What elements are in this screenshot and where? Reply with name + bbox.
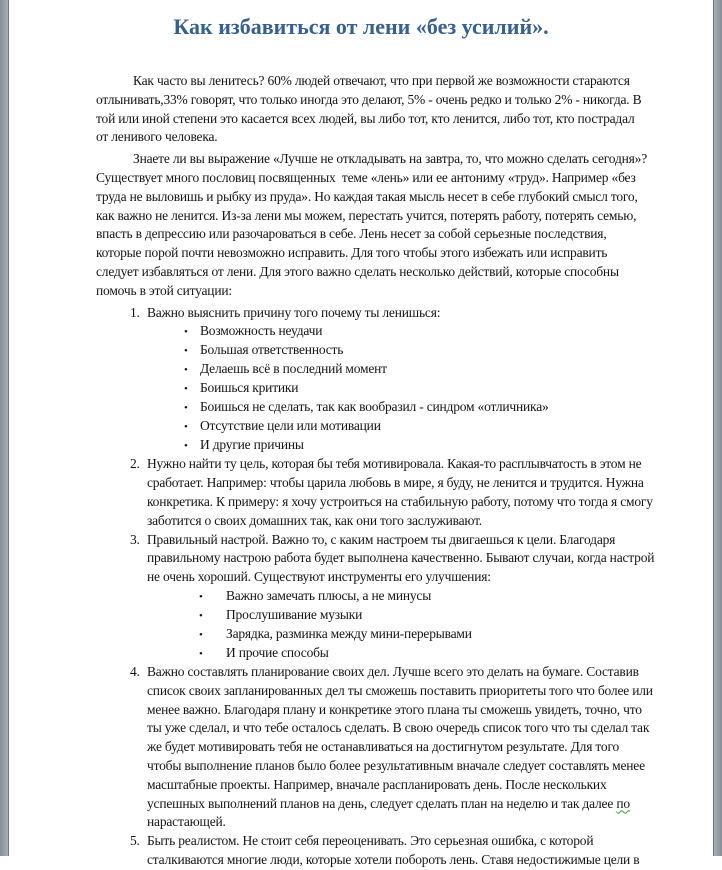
window-edge-right: [713, 0, 722, 856]
bullet-icon: •: [199, 609, 203, 622]
list-item-number: 1.: [130, 304, 140, 320]
text-line: успешных выполнений планов на день, следует сделать план на неделю и так далее по: [147, 795, 630, 811]
numbered-list-item: [96, 304, 673, 323]
text-line: сталкиваются многие люди, которые хотели побороть лень. Ставя недостижимые цели в: [147, 851, 640, 867]
document-title: Как избавиться от лени «без усилий».: [173, 14, 549, 39]
text-line: отлынивать,33% говорят, что только иногда это делают, 5% - очень редко и только 2% - никогда. В: [96, 91, 642, 107]
text-line: Существует много пословиц посвященных теме «лень» или ее антониму «труд». Например «без: [96, 169, 636, 185]
paragraph: [96, 72, 673, 147]
list-item-number: 2.: [130, 456, 140, 472]
bullet-text: Делаешь всё в последний момент: [200, 361, 387, 377]
list-item-text: [147, 832, 673, 870]
bullet-icon: •: [184, 421, 188, 434]
bullet-list-item: [96, 398, 673, 417]
bullet-list-item: [96, 587, 673, 606]
window-edge-left: [0, 0, 9, 856]
bullet-text: Зарядка, разминка между мини-перерывами: [226, 625, 472, 641]
bullet-icon: •: [184, 402, 188, 415]
list-item-text: [147, 455, 673, 530]
text-line: Важно выяснить причину того почему ты ленишься:: [147, 304, 441, 320]
bullet-list-item: [96, 341, 673, 360]
text-line: следует избавляться от лени. Для этого важно сделать несколько действий, которые способны: [96, 263, 619, 279]
text-line: труда не выловишь и рыбку из пруда». Но каждая такая мысль несет в себе глубокий смысл того,: [96, 188, 638, 204]
text-line: ты уже сделал, и что тебе осталось сделать. В свою очередь список того что ты сделал так: [147, 720, 650, 736]
text-line: которые порой почти невозможно исправить. Для того чтобы этого избежать или исправить: [96, 245, 608, 261]
bullet-text: Важно замечать плюсы, а не минусы: [226, 587, 432, 603]
text-line: сработает. Например: чтобы царила любовь в мире, я буду, не ленится и трудится. Нужна: [147, 475, 644, 491]
list-item-number: 3.: [130, 531, 140, 547]
bullet-text: Боишься критики: [200, 380, 299, 396]
text-line: Правильный настрой. Важно то, с каким настроем ты двигаешься к цели. Благодаря: [147, 531, 616, 547]
bullet-text: И прочие способы: [226, 644, 329, 660]
text-line: менее важно. Благодаря плану и конкретике этого плана ты сможешь увидеть, точно, что: [147, 701, 642, 717]
bullet-icon: •: [184, 326, 188, 339]
paragraph: [96, 150, 673, 300]
text-line: список своих запланированных дел ты сможешь поставить приоритеты того что более или: [147, 682, 653, 698]
bullet-list-item: [96, 436, 673, 455]
text-line: чтобы выполнение планов было более результативным вначале следует составлять менее: [147, 757, 645, 773]
text-line: не очень хороший. Существуют инструменты его улучшения:: [147, 569, 491, 585]
bullet-icon: •: [199, 647, 203, 660]
numbered-list-item: [96, 531, 673, 587]
bullet-text: Боишься не сделать, так как вообразил - синдром «отличника»: [200, 399, 549, 415]
text-line: той или иной степени это касается всех людей, вы либо тот, кто ленится, либо тот, кто пострадал: [96, 110, 635, 126]
bullet-list-item: [96, 606, 673, 625]
bullet-icon: •: [184, 440, 188, 453]
bullet-list-item: [96, 379, 673, 398]
bullet-list-item: [96, 417, 673, 436]
text-line: правильному настрою работа будет выполнена качественно. Бывают случаи, когда настрой: [147, 550, 655, 566]
text-line: нарастающей.: [147, 814, 226, 830]
bullet-text: И другие причины: [200, 437, 304, 453]
bullet-list-item: [96, 644, 673, 663]
bullet-icon: •: [184, 364, 188, 377]
numbered-list-item: [96, 663, 673, 832]
text-line: Важно составлять планирование своих дел. Лучше всего это делать на бумаге. Составив: [147, 663, 639, 679]
text-line: Как часто вы ленитесь? 60% людей отвечают, что при первой же возможности стараются: [133, 73, 630, 88]
document-page[interactable]: [9, 0, 713, 867]
text-line: заботится о своих домашних так, как они того заслуживают.: [147, 512, 482, 528]
text-line: впасть в депрессию или разочароваться в себе. Лень несет за собой серьезные последствия,: [96, 226, 607, 242]
text-line: масштабные проекты. Например, вначале распланировать день. После нескольких: [147, 776, 607, 792]
bullet-text: Большая ответственность: [200, 342, 344, 358]
text-line: от ленивого человека.: [96, 129, 218, 145]
list-item-number: 5.: [130, 833, 140, 849]
text-line: помочь в этой ситуации:: [96, 282, 232, 298]
bullet-text: Прослушивание музыки: [226, 606, 363, 622]
bullet-text: Возможность неудачи: [200, 323, 323, 339]
bullet-list-item: [96, 360, 673, 379]
text-line: Быть реалистом. Не стоит себя переоценивать. Это серьезная ошибка, с которой: [147, 833, 594, 849]
bullet-icon: •: [199, 590, 203, 603]
text-line: Знаете ли вы выражение «Лучше не откладывать на завтра, то, что можно сделать сегодня»?: [133, 151, 647, 167]
bullet-list-item: [96, 322, 673, 341]
text-line: как важно не ленится. Из-за лени мы можем, перестать учится, потерять работу, потерять семью,: [96, 207, 637, 223]
bullet-icon: •: [184, 383, 188, 396]
list-item-text: [147, 304, 673, 323]
text-line: конкретика. К примеру: я хочу устроиться на стабильную работу, потому что тогда я смогу: [147, 493, 653, 509]
spellcheck-underline: по: [616, 795, 630, 811]
document-body: [96, 72, 673, 870]
list-item-text: [147, 663, 673, 832]
list-item-number: 4.: [130, 663, 140, 679]
bullet-text: Отсутствие цели или мотивации: [200, 418, 381, 434]
numbered-list-item: [96, 455, 673, 530]
numbered-list-item: [96, 832, 673, 870]
bullet-list-item: [96, 625, 673, 644]
list-item-text: [147, 531, 673, 587]
text-line: же будет мотивировать тебя не останавливаться на достигнутом результате. Для того: [147, 739, 619, 755]
bullet-icon: •: [184, 345, 188, 358]
text-line: Нужно найти ту цель, которая бы тебя мотивировала. Какая-то расплывчатость в этом не: [147, 456, 642, 472]
bullet-icon: •: [199, 628, 203, 641]
